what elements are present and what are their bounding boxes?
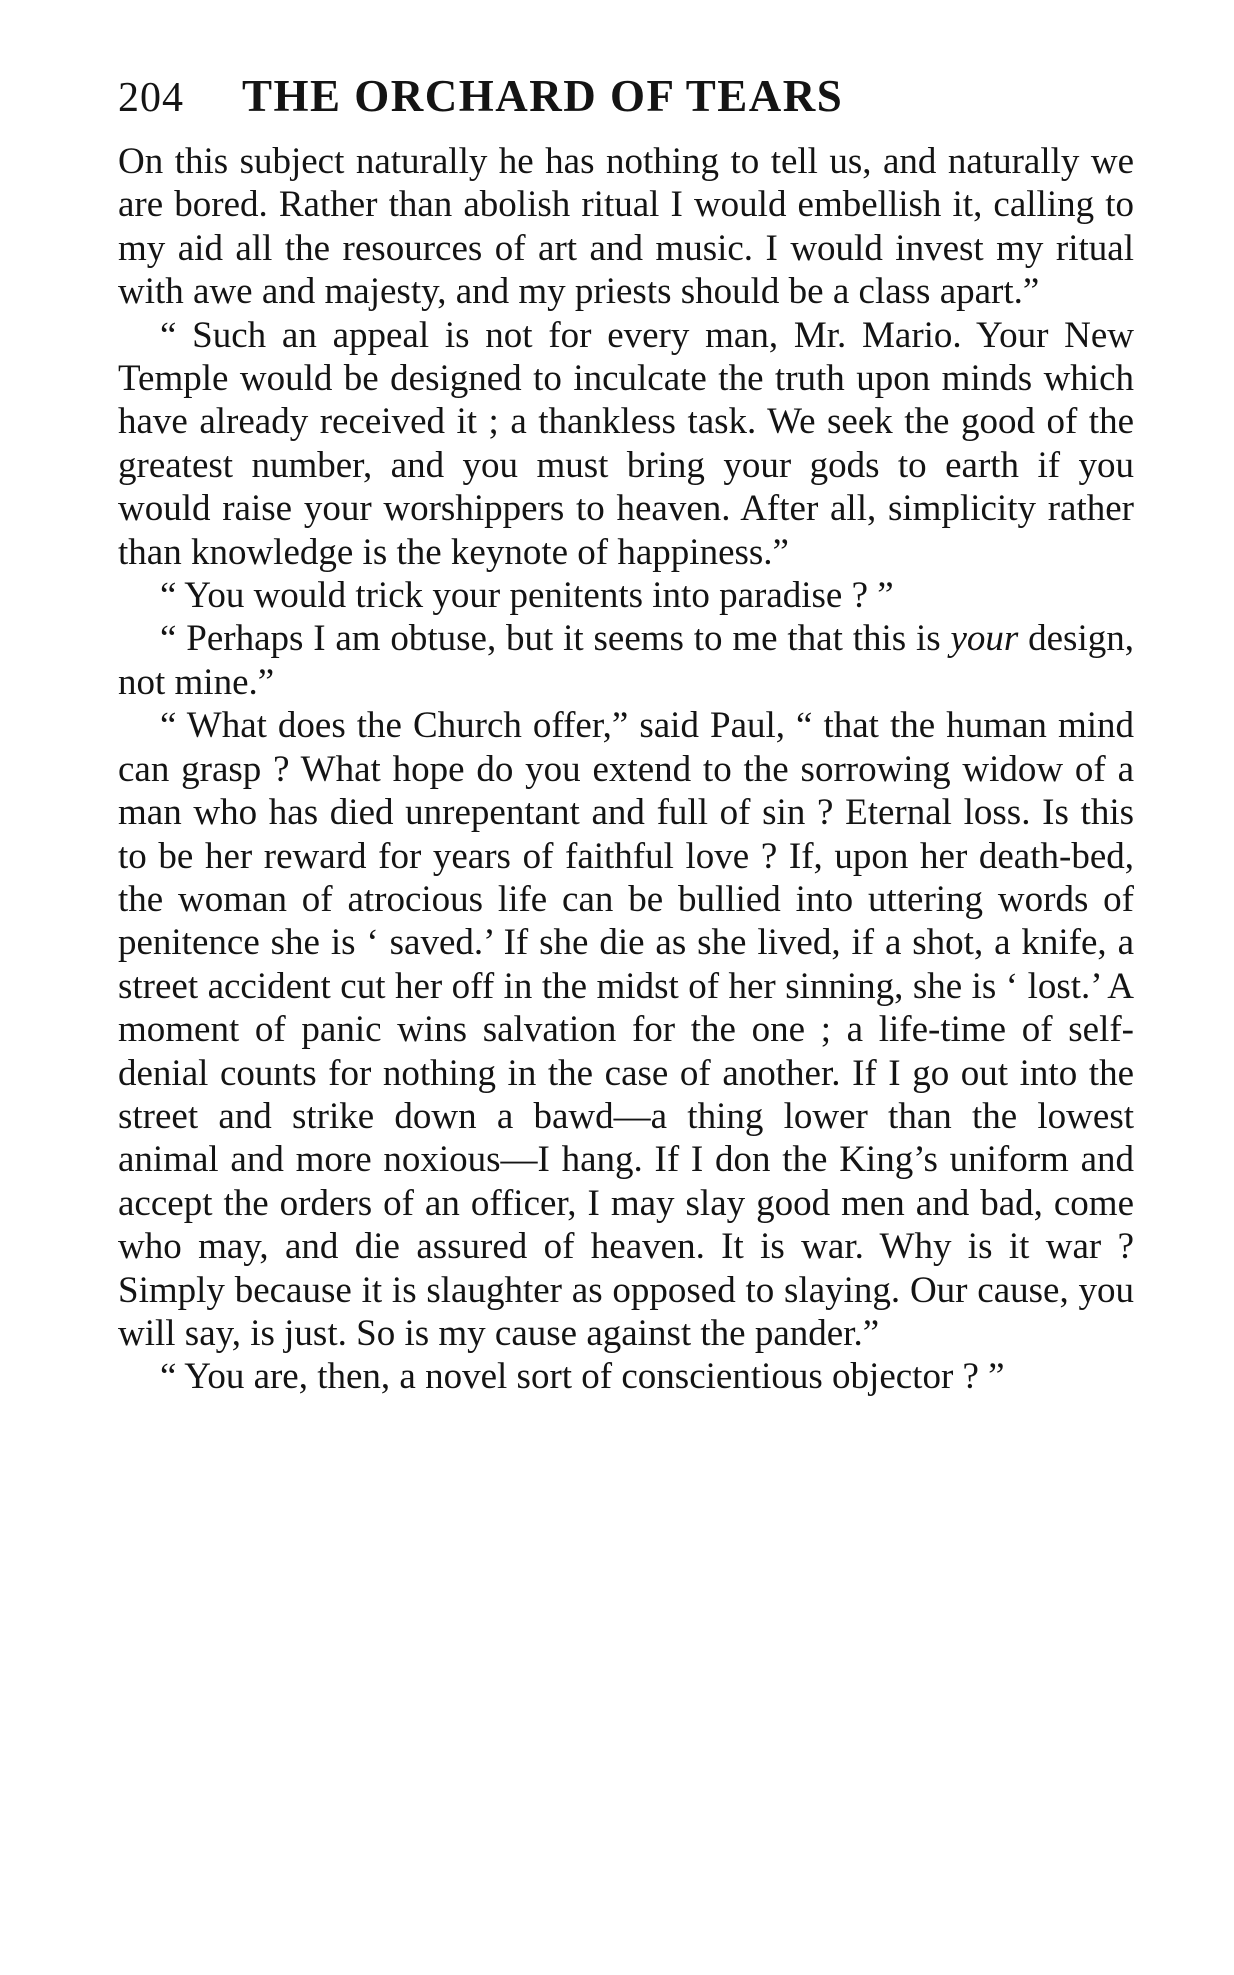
paragraph — [118, 617, 1134, 704]
italic-emphasis: your — [950, 618, 1019, 660]
paragraph-text: “ Such an appeal is not for every man, Mr. Mario. Your New Temple would be designed to inculcate the truth upon minds which have already received it ; a thankless task. We seek the good of the greatest number, and you must bring your gods to earth if you would raise your worshippers to heaven. After all, simplicity rather than knowledge is the keynote of happiness.” — [118, 314, 1134, 573]
paragraph-text: “ What does the Church offer,” said Paul, “ that the human mind can grasp ? What hope do you extend to the sorrowing widow of a man who has died unrepentant and full of sin ? Eternal loss. Is this to be her reward for years of faithful love ? If, upon her death-bed, the woman of atrocious life can be bullied into uttering words of penitence she is ‘ saved.’ If she die as she lived, if a shot, a knife, a street accident cut her off in the midst of her sinning, she is ‘ lost.’ A moment of panic wins salvation for the one ; a life-time of self-denial counts for nothing in the case of another. If I go out into the street and strike down a bawd—a thing lower than the lowest animal and more noxious—I hang. If I don the King’s uniform and accept the orders of an officer, I may slay good men and bad, come who may, and die assured of heaven. It is war. Why is it war ? Simply because it is slaughter as opposed to slaying. Our cause, you will say, is just. So is my cause against the pander.” — [118, 705, 1134, 1354]
paragraph-text: “ You are, then, a novel sort of conscientious objector ? ” — [160, 1356, 1005, 1398]
paragraph — [118, 314, 1134, 574]
page-number: 204 — [118, 75, 184, 121]
paragraph — [118, 140, 1134, 314]
paragraph — [118, 574, 1134, 617]
body-text — [118, 140, 1134, 1399]
paragraph — [118, 704, 1134, 1355]
paragraph-text: “ You would trick your penitents into paradise ? ” — [160, 575, 894, 617]
paragraph-text: design, not mine.” — [118, 618, 1134, 703]
paragraph-text: On this subject naturally he has nothing to tell us, and naturally we are bored. Rather than abolish ritual I would embellish it, calling to my aid all the resources of art and music. I would invest my ritual with awe and majesty, and my priests should be a class apart.” — [118, 141, 1134, 313]
paragraph-text: “ Perhaps I am obtuse, but it seems to me that this is — [160, 618, 951, 660]
paragraph — [118, 1355, 1134, 1398]
running-head — [118, 70, 1134, 134]
running-title: THE ORCHARD OF TEARS — [242, 71, 844, 121]
book-page — [118, 70, 1134, 1399]
